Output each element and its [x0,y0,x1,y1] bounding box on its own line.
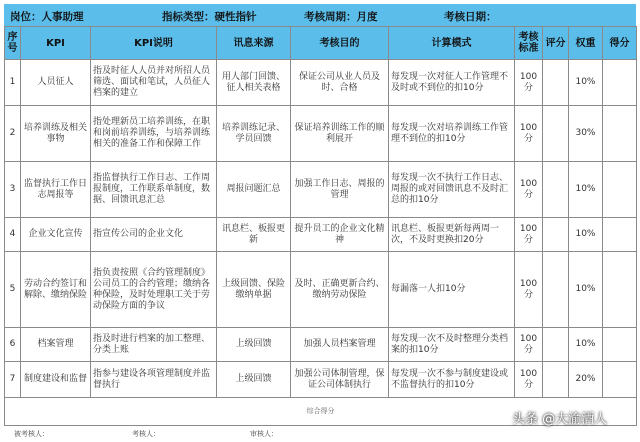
table-row [5,362,637,398]
cell-source: 周报问题汇总 [217,162,291,218]
cell-standard: 100分 [515,362,543,398]
cell-no: 4 [5,218,21,252]
table-row [5,328,637,362]
cell-result[interactable] [603,328,637,362]
kpi-table [4,26,637,426]
cell-standard: 100分 [515,162,543,218]
col-header-source: 讯息来源 [217,27,291,60]
cell-kpi: 人员征人 [21,60,91,106]
cell-calc: 每发现一次不及时整理分类档案的扣10分 [389,328,515,362]
cell-result[interactable] [603,162,637,218]
cell-kpi: 监督执行工作日志周报等 [21,162,91,218]
cell-weight: 10% [569,328,603,362]
cell-kpi: 档案管理 [21,328,91,362]
cell-kpi: 企业文化宣传 [21,218,91,252]
cell-purpose: 加强人员档案管理 [291,328,389,362]
footer-reviewer: 审核人： [250,430,278,438]
cell-weight: 30% [569,106,603,162]
cell-no: 7 [5,362,21,398]
meta-header [4,4,636,26]
footer-examiner: 考核人： [132,430,160,438]
cell-kpi: 培养训练及相关事物 [21,106,91,162]
col-header-no: 序号 [5,27,21,60]
col-header-calc: 计算模式 [389,27,515,60]
meta-date: 考核日期： [444,11,497,23]
cell-source: 讯息栏、板报更新 [217,218,291,252]
cell-calc: 每发现一次不执行工作日志、周报的或对回馈讯息不及时汇总的扣10分 [389,162,515,218]
cell-weight: 10% [569,252,603,328]
cell-weight: 10% [569,218,603,252]
signature-footer [4,426,636,440]
cell-desc: 指及时进行档案的加工整理、分类上账 [91,328,217,362]
cell-standard: 100分 [515,252,543,328]
cell-purpose: 加强公司体制管理，保证公司体制执行 [291,362,389,398]
cell-score[interactable] [543,106,569,162]
meta-indicator-type: 指标类型：硬性指针 [162,11,257,23]
col-header-score: 评分 [543,27,569,60]
cell-source: 上级回馈 [217,362,291,398]
cell-kpi: 制度建设和监督 [21,362,91,398]
cell-weight: 10% [569,60,603,106]
total-label: 综合得分 [5,398,637,426]
cell-purpose: 保证公司从业人员及时、合格 [291,60,389,106]
cell-score[interactable] [543,328,569,362]
table-row [5,162,637,218]
cell-standard: 100分 [515,60,543,106]
cell-weight: 10% [569,162,603,218]
cell-calc: 每漏落一人扣10分 [389,252,515,328]
cell-score[interactable] [543,362,569,398]
meta-position: 岗位：人事助理 [10,11,84,23]
cell-source: 用人部门回馈、征人相关表格 [217,60,291,106]
table-row [5,106,637,162]
col-header-weight: 权重 [569,27,603,60]
cell-calc: 每发现一次对征人工作管理不及时或不到位的扣10分 [389,60,515,106]
table-row [5,252,637,328]
cell-score[interactable] [543,60,569,106]
table-row [5,218,637,252]
cell-purpose: 加强工作日志、周报的管理 [291,162,389,218]
cell-desc: 指处理新员工培养训练，在职和岗前培养训练，与培养训练相关的准备工作和保障工作 [91,106,217,162]
col-header-desc: KPI说明 [91,27,217,60]
cell-desc: 指负责按照《合约管理制度》公司员工的合约管理；缴纳各种保险，及时处理职工关于劳动保险方面的争议 [91,252,217,328]
cell-weight: 20% [569,362,603,398]
cell-standard: 100分 [515,218,543,252]
col-header-purpose: 考核目的 [291,27,389,60]
cell-desc: 指宣传公司的企业文化 [91,218,217,252]
cell-purpose: 保证培养训练工作的顺利展开 [291,106,389,162]
cell-standard: 100分 [515,328,543,362]
meta-cycle: 考核周期：月度 [304,11,378,23]
cell-purpose: 及时、正确更新合约、缴纳劳动保险 [291,252,389,328]
cell-result[interactable] [603,60,637,106]
cell-no: 2 [5,106,21,162]
cell-result[interactable] [603,362,637,398]
cell-result[interactable] [603,218,637,252]
col-header-kpi: KPI [21,27,91,60]
cell-no: 3 [5,162,21,218]
col-header-standard: 考核标准 [515,27,543,60]
cell-result[interactable] [603,252,637,328]
table-header-row [5,27,637,60]
cell-calc: 每发现一次不参与制度建设或不监督执行的扣10分 [389,362,515,398]
cell-no: 6 [5,328,21,362]
cell-score[interactable] [543,252,569,328]
cell-calc: 每发现一次对培养训练工作管理不到位的扣10分 [389,106,515,162]
table-row [5,60,637,106]
cell-kpi: 劳动合约签订和解除、缴纳保险 [21,252,91,328]
cell-result[interactable] [603,106,637,162]
cell-desc: 指及时征人人员并对所招人员筛选、面试和笔试，人员征人档案的建立 [91,60,217,106]
cell-desc: 指监督执行工作日志、工作周报制度，工作联系单制度，数据、回馈讯息汇总 [91,162,217,218]
cell-source: 培养训练记录、学员回馈 [217,106,291,162]
cell-standard: 100分 [515,106,543,162]
col-header-result: 得分 [603,27,637,60]
watermark-text: 头条 @大渝酒人 [512,412,608,427]
cell-purpose: 提升员工的企业文化精神 [291,218,389,252]
cell-score[interactable] [543,218,569,252]
cell-no: 5 [5,252,21,328]
cell-score[interactable] [543,162,569,218]
cell-desc: 指参与建设各项管理制度并监督执行 [91,362,217,398]
cell-calc: 讯息栏、板报更新每两周一次，不及时更换扣20分 [389,218,515,252]
footer-examinee: 被考核人： [14,430,49,438]
cell-no: 1 [5,60,21,106]
cell-source: 上级回馈 [217,328,291,362]
cell-source: 上级回馈、保险缴纳单据 [217,252,291,328]
